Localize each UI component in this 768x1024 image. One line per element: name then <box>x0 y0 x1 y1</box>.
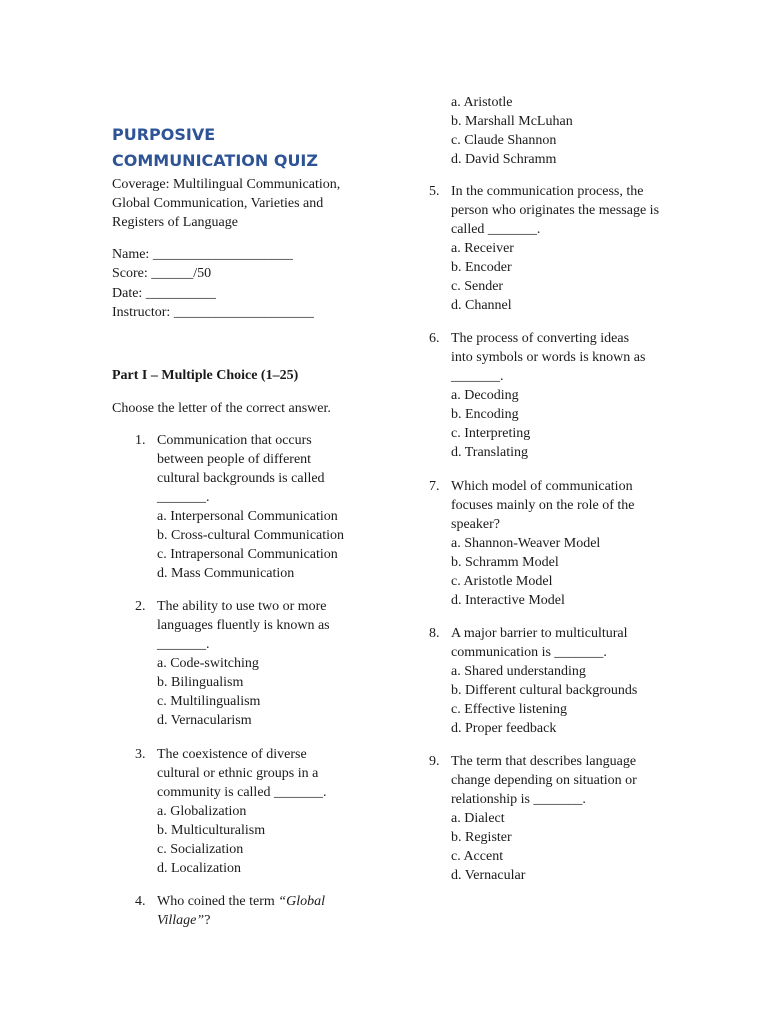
option-b: b. Different cultural backgrounds <box>451 683 638 698</box>
option-c: c. Socialization <box>157 842 244 857</box>
quiz-title: PURPOSIVE COMMUNICATION QUIZ <box>112 125 318 170</box>
option-c: c. Aristotle Model <box>451 574 553 589</box>
question-number: 5. <box>429 184 440 199</box>
question-text: In the communication process, the person who originates the message is called _______. <box>451 184 660 237</box>
option-a: a. Decoding <box>451 388 519 403</box>
option-a: a. Aristotle <box>451 95 513 110</box>
option-b: b. Encoder <box>451 260 512 275</box>
question-number: 4. <box>135 894 146 909</box>
question-number: 9. <box>429 754 440 769</box>
instructor-field: Instructor: ____________________ <box>112 305 314 320</box>
date-field: Date: __________ <box>112 286 216 301</box>
option-b: b. Encoding <box>451 407 519 422</box>
option-b: b. Multiculturalism <box>157 823 266 838</box>
question-text-start: Who coined the term <box>157 894 279 909</box>
option-d: d. David Schramm <box>451 152 557 167</box>
option-d: d. Vernacular <box>451 868 526 883</box>
part-heading: Part I – Multiple Choice (1–25) <box>112 368 299 383</box>
question-text: A major barrier to multicultural communication is _______. <box>451 626 628 660</box>
option-a: a. Receiver <box>451 241 514 256</box>
question-number: 7. <box>429 479 440 494</box>
question-text: The coexistence of diverse cultural or ethnic groups in a community is called _______. <box>157 747 327 800</box>
question-text: The ability to use two or more languages fluently is known as _______. <box>157 599 330 652</box>
option-d: d. Channel <box>451 298 512 313</box>
option-c: c. Intrapersonal Communication <box>157 547 338 562</box>
option-a: a. Shared understanding <box>451 664 586 679</box>
option-d: d. Proper feedback <box>451 721 557 736</box>
question-number: 1. <box>135 433 146 448</box>
option-c: c. Effective listening <box>451 702 567 717</box>
option-d: d. Localization <box>157 861 241 876</box>
question-number: 6. <box>429 331 440 346</box>
question-number: 2. <box>135 599 146 614</box>
score-field: Score: ______/50 <box>112 266 212 281</box>
option-b: b. Register <box>451 830 512 845</box>
question-text: Which model of communication focuses mainly on the role of the speaker? <box>451 479 635 532</box>
coverage-text: Coverage: Multilingual Communication, Global Communication, Varieties and Registers of Language <box>112 177 341 230</box>
question-text: The term that describes language change depending on situation or relationship is _______. <box>451 754 637 807</box>
option-d: d. Translating <box>451 445 529 460</box>
option-a: a. Globalization <box>157 804 247 819</box>
question-text: The process of converting ideas into symbols or words is known as _______. <box>451 331 646 384</box>
option-b: b. Cross-cultural Communication <box>157 528 345 543</box>
question-number: 3. <box>135 747 146 762</box>
option-d: d. Interactive Model <box>451 593 565 608</box>
option-b: b. Marshall McLuhan <box>451 114 573 129</box>
question-number: 8. <box>429 626 440 641</box>
question-text: Communication that occurs between people of different cultural backgrounds is called _______. <box>157 433 325 505</box>
question-text-italic: “Global Village” <box>157 894 325 928</box>
option-c: c. Claude Shannon <box>451 133 557 148</box>
option-d: d. Vernacularism <box>157 713 252 728</box>
option-c: c. Sender <box>451 279 504 294</box>
option-c: c. Interpreting <box>451 426 531 441</box>
option-c: c. Accent <box>451 849 504 864</box>
name-field: Name: ____________________ <box>112 247 293 262</box>
question-text <box>157 892 337 930</box>
question-text-end: ? <box>204 913 211 928</box>
option-a: a. Interpersonal Communication <box>157 509 338 524</box>
option-a: a. Shannon-Weaver Model <box>451 536 601 551</box>
option-a: a. Dialect <box>451 811 505 826</box>
instructions-text: Choose the letter of the correct answer. <box>112 401 331 416</box>
option-b: b. Schramm Model <box>451 555 559 570</box>
option-b: b. Bilingualism <box>157 675 244 690</box>
option-c: c. Multilingualism <box>157 694 261 709</box>
option-d: d. Mass Communication <box>157 566 295 581</box>
option-a: a. Code-switching <box>157 656 259 671</box>
